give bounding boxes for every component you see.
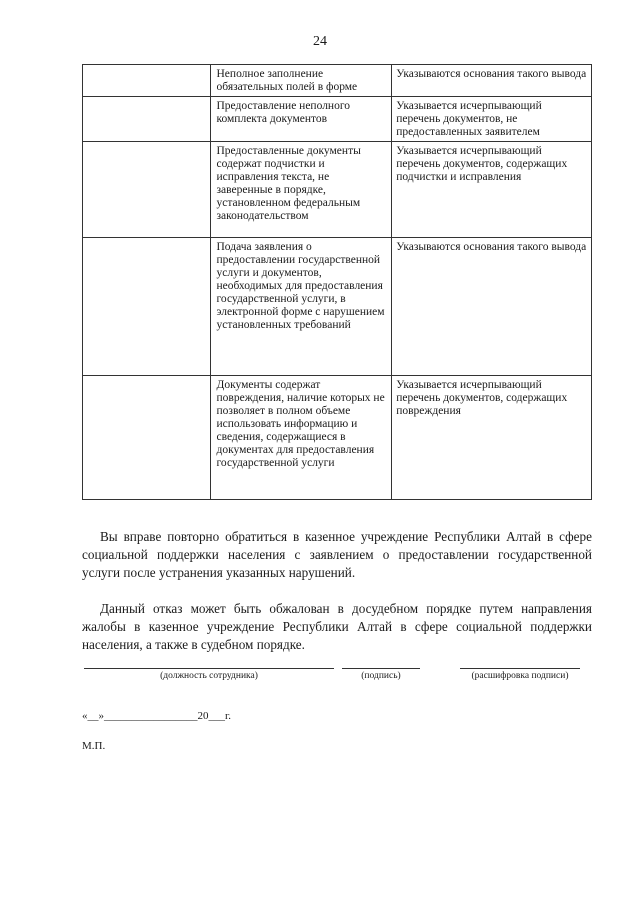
table-row <box>83 238 592 376</box>
table-cell-explanation: Указываются основания такого вывода <box>392 238 592 376</box>
table-cell-reason: Документы содержат повреждения, наличие которых не позволяет в полном объеме использовать информацию и сведения, содержащиеся в документах для предоставления государственной услуги <box>210 376 392 500</box>
table-cell-reason: Предоставленные документы содержат подчистки и исправления текста, не заверенные в порядке, установленном федеральным законодательством <box>210 142 392 238</box>
position-signature-line <box>84 668 334 669</box>
refusal-reasons-table <box>82 64 592 500</box>
signature-line <box>342 668 420 669</box>
table-row <box>83 142 592 238</box>
table-cell-explanation: Указывается исчерпывающий перечень документов, содержащих повреждения <box>392 376 592 500</box>
table-cell-empty <box>83 238 211 376</box>
stamp-place: М.П. <box>82 740 106 752</box>
position-caption: (должность сотрудника) <box>160 671 258 681</box>
date-line: «__»_________________20___г. <box>82 710 232 722</box>
table-cell-reason: Подача заявления о предоставлении государственной услуги и документов, необходимых для предоставления государственной услуги, в электронной форме с нарушением установленных требований <box>210 238 392 376</box>
table-cell-reason: Предоставление неполного комплекта документов <box>210 97 392 142</box>
table-cell-empty <box>83 142 211 238</box>
table-cell-empty <box>83 376 211 500</box>
table-cell-empty <box>83 65 211 97</box>
table-row <box>83 97 592 142</box>
table-row <box>83 376 592 500</box>
table-cell-explanation: Указывается исчерпывающий перечень документов, не предоставленных заявителем <box>392 97 592 142</box>
decoding-caption: (расшифровка подписи) <box>471 671 569 681</box>
decoding-signature-line <box>460 668 580 669</box>
paragraph-reapply: Вы вправе повторно обратиться в казенное учреждение Республики Алтай в сфере социальной поддержки населения с заявлением о предоставлении государственной услуги после устранения указанных нарушений. <box>82 529 592 580</box>
signature-caption: (подпись) <box>361 671 401 681</box>
table-row <box>83 65 592 97</box>
table-cell-explanation: Указывается исчерпывающий перечень документов, содержащих подчистки и исправления <box>392 142 592 238</box>
table-cell-reason: Неполное заполнение обязательных полей в форме <box>210 65 392 97</box>
table-cell-explanation: Указываются основания такого вывода <box>392 65 592 97</box>
paragraph-appeal: Данный отказ может быть обжалован в досудебном порядке путем направления жалобы в казенное учреждение Республики Алтай в сфере социальной поддержки населения, а также в судебном порядке. <box>82 601 592 652</box>
page-number: 24 <box>313 34 327 49</box>
table-cell-empty <box>83 97 211 142</box>
